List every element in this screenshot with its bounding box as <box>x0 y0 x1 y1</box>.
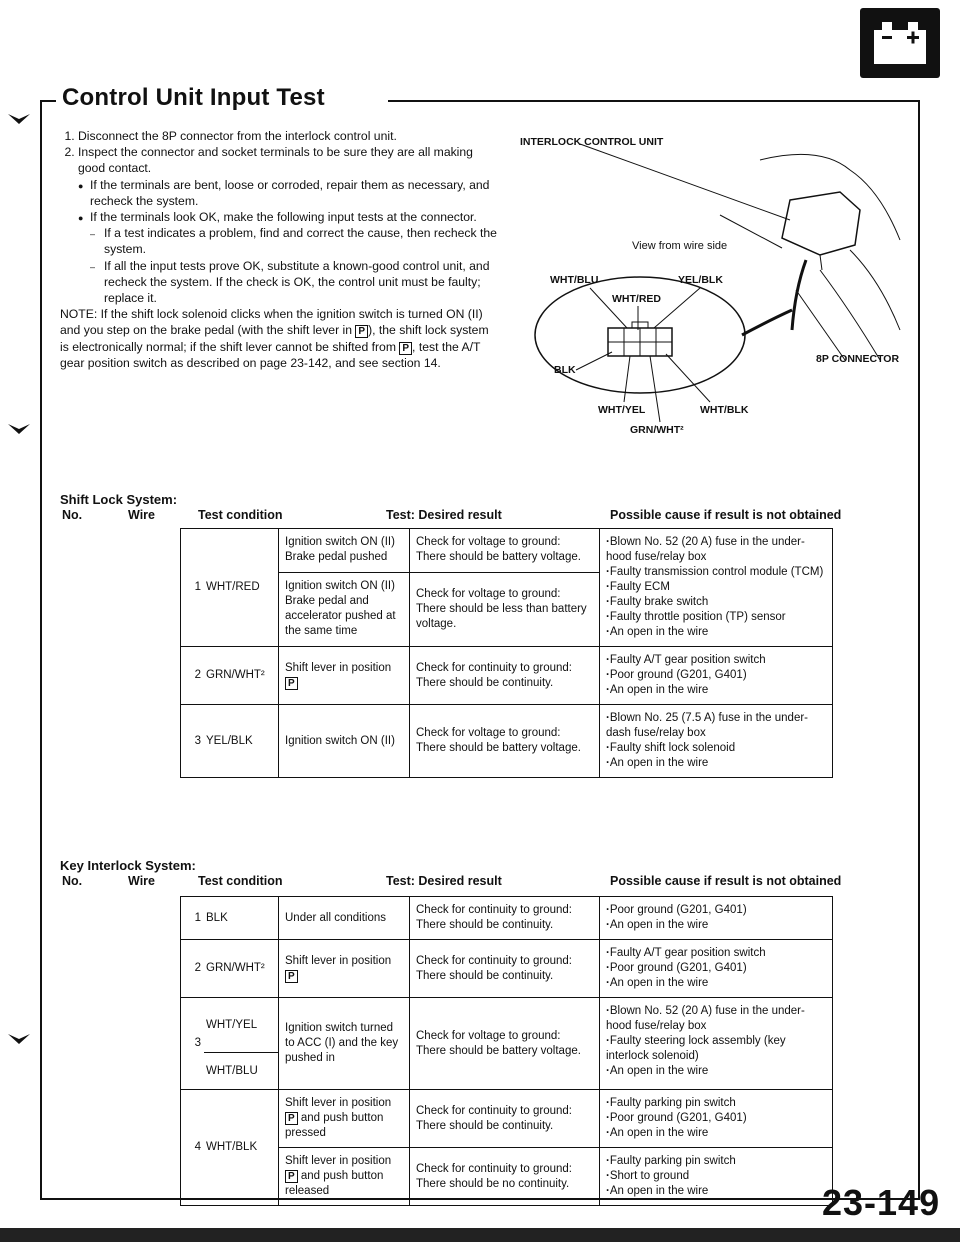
wire-label-grn-wht: GRN/WHT² <box>630 424 684 436</box>
row-cause: · Poor ground (G201, G401) · An open in the wire <box>600 897 833 940</box>
row-cause: · Blown No. 52 (20 A) fuse in the under-hood fuse/relay box · Faulty steering lock assembly (key interlock solenoid) · An open in the wire <box>600 998 833 1090</box>
row-cause: · Faulty A/T gear position switch · Poor ground (G201, G401) · An open in the wire <box>600 647 833 705</box>
row-result: Check for continuity to ground: There should be continuity. <box>410 1090 600 1148</box>
row-cond: Under all conditions <box>279 897 410 940</box>
row-result: Check for continuity to ground: There should be continuity. <box>410 647 600 705</box>
position-p-icon: P <box>285 970 298 983</box>
bullet-2 <box>90 209 500 306</box>
table-row <box>181 897 833 940</box>
position-p-icon: P <box>285 677 298 690</box>
row-result: Check for voltage to ground: There should be battery voltage. <box>410 705 600 778</box>
dash-2: – If all the input tests prove OK, substitute a known-good control unit, and recheck the system. If the check is OK, the control unit must be faulty; replace it. <box>104 258 500 307</box>
wire-label-wht-blu: WHT/BLU <box>550 274 599 286</box>
margin-mark-icon <box>6 1032 32 1046</box>
header-result: Test: Desired result <box>386 508 502 522</box>
row-no: 1 <box>181 897 205 940</box>
key-interlock-label: Key Interlock System: <box>60 858 196 873</box>
margin-mark-icon <box>6 422 32 436</box>
wire-label-wht-blk: WHT/BLK <box>700 404 749 416</box>
row-cond: Shift lever in position P and push button released <box>279 1148 410 1206</box>
connector-diagram <box>520 130 920 480</box>
table-row <box>181 998 833 1053</box>
table-row <box>181 705 833 778</box>
row-cond: Ignition switch ON (II) <box>279 705 410 778</box>
position-p-icon: P <box>399 342 412 355</box>
wire-label-blk: BLK <box>554 364 576 376</box>
page-title: Control Unit Input Test <box>62 84 325 111</box>
battery-icon <box>860 8 940 78</box>
row-result: Check for voltage to ground: There should be less than battery voltage. <box>410 572 600 646</box>
bottom-bar <box>0 1228 960 1242</box>
row-result: Check for voltage to ground: There should be battery voltage. <box>410 998 600 1090</box>
key-interlock-table <box>180 896 833 1206</box>
wire-label-yel-blk: YEL/BLK <box>678 274 723 286</box>
wire-label-wht-yel: WHT/YEL <box>598 404 646 416</box>
row-no: 1 <box>181 529 205 647</box>
row-result: Check for continuity to ground: There should be continuity. <box>410 940 600 998</box>
row-wire: GRN/WHT² <box>204 647 279 705</box>
position-p-icon: P <box>285 1170 298 1183</box>
row-no: 3 <box>181 705 205 778</box>
row-cond: Shift lever in position P and push button pressed <box>279 1090 410 1148</box>
row-wire: WHT/YEL <box>204 998 279 1053</box>
position-p-icon: P <box>285 1112 298 1125</box>
row-result: Check for voltage to ground: There should be battery voltage. <box>410 529 600 573</box>
table-row <box>181 940 833 998</box>
dash-1: – If a test indicates a problem, find and correct the cause, then recheck the system. <box>104 225 500 257</box>
row-result: Check for continuity to ground: There should be no continuity. <box>410 1148 600 1206</box>
header-no: No. <box>62 508 83 522</box>
row-wire: WHT/BLU <box>204 1053 279 1090</box>
header-cause: Possible cause if result is not obtained <box>610 874 842 888</box>
row-cond: Shift lever in position P <box>279 940 410 998</box>
margin-mark-icon <box>6 112 32 126</box>
row-no: 2 <box>181 647 205 705</box>
step-1: 1. Disconnect the 8P connector from the interlock control unit. <box>78 128 500 144</box>
header-no: No. <box>62 874 83 888</box>
unit-label: INTERLOCK CONTROL UNIT <box>520 136 664 148</box>
header-cond: Test condition <box>198 508 283 522</box>
row-cause: · Blown No. 25 (7.5 A) fuse in the under-dash fuse/relay box · Faulty shift lock solenoid · An open in the wire <box>600 705 833 778</box>
connector-label: 8P CONNECTOR <box>816 353 900 365</box>
header-wire: Wire <box>128 874 155 888</box>
row-cause: · Faulty parking pin switch · Poor ground (G201, G401) · An open in the wire <box>600 1090 833 1148</box>
shift-lock-table <box>180 528 833 778</box>
row-result: Check for continuity to ground: There should be continuity. <box>410 897 600 940</box>
step-2 <box>78 144 500 306</box>
table-row <box>181 647 833 705</box>
table-row <box>181 529 833 573</box>
row-no: 3 <box>181 998 205 1090</box>
header-cause: Possible cause if result is not obtained <box>610 508 842 522</box>
note: NOTE: If the shift lock solenoid clicks when the ignition switch is turned ON (II) and you step on the brake pedal (with the shift lever in P ), the shift lock system is electronically normal; if the shift lever cannot be shifted from P , test the A/T gear position switch as described on page 23-142, and see section 14. <box>60 307 489 370</box>
header-wire: Wire <box>128 508 155 522</box>
bullet-1: ● If the terminals are bent, loose or corroded, repair them as necessary, and recheck the system. <box>90 177 500 209</box>
position-p-icon: P <box>355 325 368 338</box>
table-row <box>181 1090 833 1148</box>
instructions <box>60 128 500 371</box>
table-row <box>181 1148 833 1206</box>
row-no: 4 <box>181 1090 205 1206</box>
row-wire: GRN/WHT² <box>204 940 279 998</box>
row-cond: Ignition switch ON (II) Brake pedal pushed <box>279 529 410 573</box>
step-2-text: Inspect the connector and socket terminals to be sure they are all making good contact. <box>78 145 473 176</box>
row-no: 2 <box>181 940 205 998</box>
row-cond: Shift lever in position P <box>279 647 410 705</box>
view-label: View from wire side <box>632 240 728 252</box>
row-cause: · Faulty A/T gear position switch · Poor ground (G201, G401) · An open in the wire <box>600 940 833 998</box>
row-wire: WHT/RED <box>204 529 279 647</box>
page-number: 23-149 <box>822 1182 941 1223</box>
row-cause: · Faulty parking pin switch · Short to ground · An open in the wire <box>600 1148 833 1206</box>
shift-lock-label: Shift Lock System: <box>60 492 178 507</box>
bullet-2-text: If the terminals look OK, make the following input tests at the connector. <box>90 210 477 225</box>
connector-illustration <box>520 130 920 480</box>
row-cond: Ignition switch turned to ACC (I) and the key pushed in <box>279 998 410 1090</box>
wire-label-wht-red: WHT/RED <box>612 293 661 305</box>
header-result: Test: Desired result <box>386 874 502 888</box>
row-cause: · Blown No. 52 (20 A) fuse in the under-hood fuse/relay box · Faulty transmission control module (TCM) · Faulty ECM · Faulty brake switch · Faulty throttle position (TP) sensor · An open in the wire <box>600 529 833 647</box>
header-cond: Test condition <box>198 874 283 888</box>
row-wire: BLK <box>204 897 279 940</box>
row-wire: WHT/BLK <box>204 1090 279 1206</box>
row-cond: Ignition switch ON (II) Brake pedal and accelerator pushed at the same time <box>279 572 410 646</box>
row-wire: YEL/BLK <box>204 705 279 778</box>
